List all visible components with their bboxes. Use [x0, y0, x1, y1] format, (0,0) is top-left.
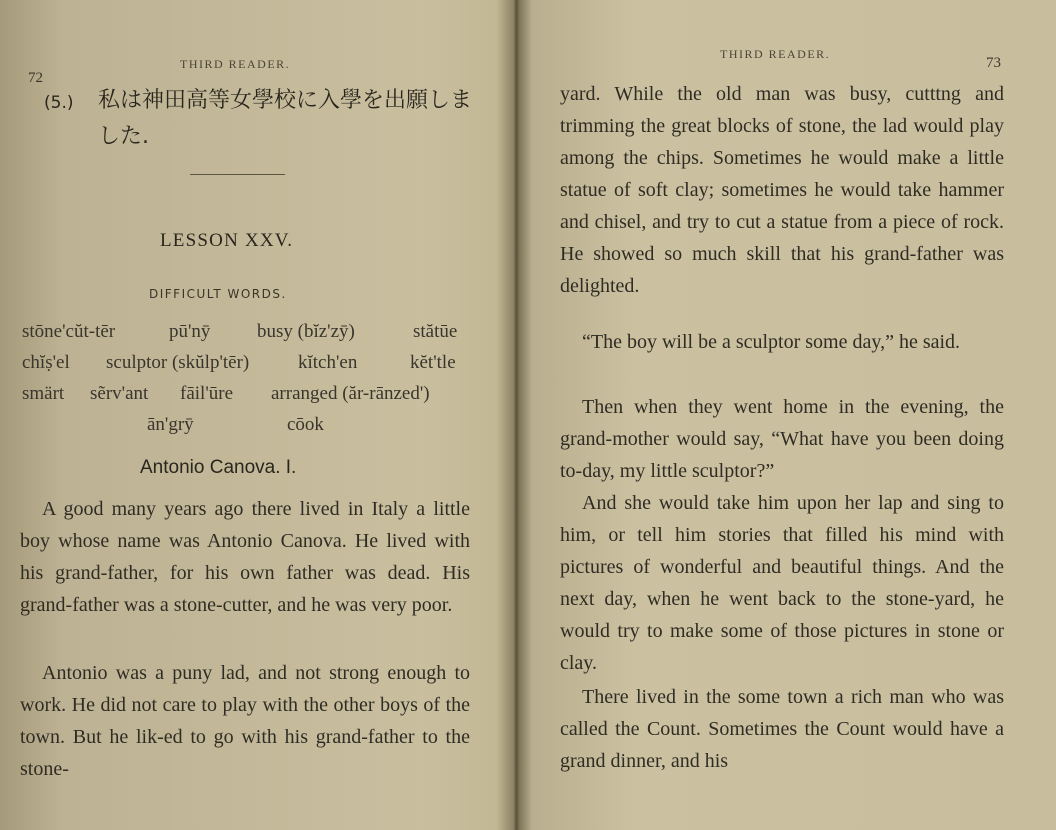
story-title: Antonio Canova. I.: [140, 457, 297, 478]
vocab-word: arranged (ăr-rānzed'): [271, 383, 430, 404]
section-divider: [190, 174, 285, 175]
paragraph-text: Then when they went home in the evening, the grand-mother would say, “What have you been doing to-day, my little sculptor?”: [560, 396, 1004, 482]
page-number: 72: [28, 70, 43, 86]
vocab-word: kĕt'tle: [410, 352, 456, 373]
exercise-number: (5.): [44, 93, 74, 113]
japanese-sentence: 私は神田高等女學校に入學を出願しました.: [98, 88, 473, 149]
vocab-word: smärt: [22, 383, 65, 404]
vocab-row: [0, 316, 505, 347]
vocab-word: busy (bĭz'zȳ): [257, 321, 355, 342]
paragraph: [20, 493, 470, 621]
paragraph-text: yard. While the old man was busy, cutttng and trimming the great blocks of stone, the lad would play among the chips. Sometimes he would make a little statue of soft clay; sometimes he would take hammer and chisel, and try to cut a statue from a piece of rock. He showed so much skill that his grand-father was delighted.: [560, 83, 1004, 297]
vocab-word: fāil'ūre: [180, 383, 234, 404]
running-head: THIRD READER.: [180, 57, 291, 71]
paragraph-text: “The boy will be a sculptor some day,” he said.: [582, 331, 961, 353]
paragraph: [560, 78, 1004, 302]
vocab-word: stōne'cŭt-tēr: [22, 321, 116, 342]
vocab-word: chĭṣ'el: [22, 352, 70, 373]
vocab-row: [0, 409, 505, 440]
vocabulary-list: [0, 316, 505, 440]
paragraph-text: A good many years ago there lived in Italy a little boy whose name was Antonio Canova. He lived with his grand-father, for his own father was dead. His grand-father was a stone-cutter, and he was very poor.: [20, 498, 470, 616]
page-number: 73: [986, 55, 1001, 71]
vocab-word: kĭtch'en: [298, 352, 358, 373]
vocab-word: stătūe: [413, 321, 458, 342]
paragraph: [560, 487, 1004, 679]
running-head: THIRD READER.: [720, 47, 831, 61]
paragraph: [560, 681, 1004, 777]
difficult-words-label: DIFFICULT WORDS.: [149, 287, 287, 301]
vocab-word: pū'nȳ: [169, 321, 211, 342]
vocab-row: [0, 347, 505, 378]
vocab-row: [0, 378, 505, 409]
paragraph-text: There lived in the some town a rich man who was called the Count. Sometimes the Count would have a grand dinner, and his: [560, 686, 1004, 772]
paragraph: [560, 391, 1004, 487]
paragraph-text: And she would take him upon her lap and sing to him, or tell him stories that filled his mind with pictures of wonderful and beautiful things. And the next day, when he went back to the stone-yard, he would try to make some of those pictures in stone or clay.: [560, 492, 1004, 674]
vocab-word: cōok: [287, 414, 324, 435]
lesson-title: LESSON XXV.: [160, 230, 294, 251]
paragraph: [560, 326, 1004, 358]
left-page: [0, 0, 505, 830]
vocab-word: sculptor (skŭlp'tēr): [106, 352, 250, 373]
paragraph: [20, 657, 470, 785]
vocab-word: ān'grȳ: [147, 414, 194, 435]
right-page: [520, 0, 1056, 830]
paragraph-text: Antonio was a puny lad, and not strong enough to work. He did not care to play with the other boys of the town. But he lik-ed to go with his grand-father to the stone-: [20, 662, 470, 780]
vocab-word: sẽrv'ant: [90, 383, 149, 404]
